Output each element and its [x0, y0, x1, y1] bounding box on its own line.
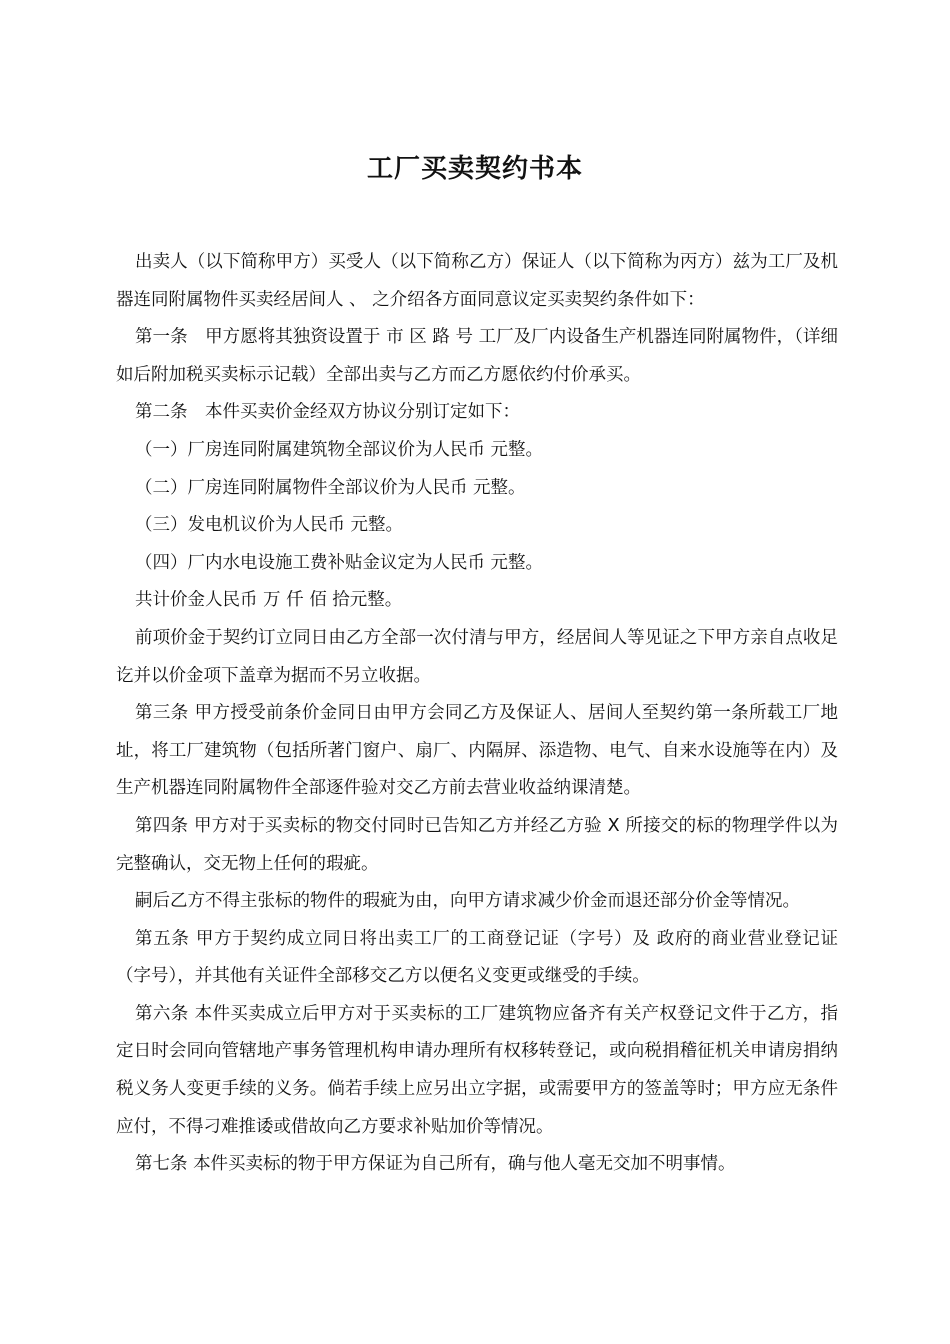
paragraph-payment: 前项价金于契约订立同日由乙方全部一次付清与甲方，经居间人等见证之下甲方亲自点收足讫并以价金项下盖章为据而不另立收据。: [116, 627, 838, 686]
page-title: 工厂买卖契约书本: [366, 154, 583, 185]
paragraph-article-5: 第五条 甲方于契约成立同日将出卖工厂的工商登记证（字号）及 政府的商业营业登记证（字号），并其他有关证件全部移交乙方以便名义变更或继受的手续。: [116, 928, 838, 987]
paragraph-article-1: 第一条 甲方愿将其独资设置于 市 区 路 号 工厂及厂内设备生产机器连同附属物件，（详细如后附加税买卖标示记载）全部出卖与乙方而乙方愿依约付价承买。: [116, 327, 838, 385]
paragraph-article-7: 第七条 本件买卖标的物于甲方保证为自己所有，确与他人毫无交加不明事情。: [135, 1154, 736, 1175]
paragraph-article-4: 第四条 甲方对于买卖标的物交付同时已告知乙方并经乙方验 X 所接交的标的物理学件以为完整确认，交无物上任何的瑕疵。: [116, 815, 838, 874]
paragraph-item-1: （一）厂房连同附属建筑物全部议价为人民币 元整。: [135, 439, 544, 460]
paragraph-total: 共计价金人民币 万 仟 佰 拾元整。: [135, 590, 403, 611]
paragraph-article-2: 第二条 本件买卖价金经双方协议分别订定如下：: [135, 402, 520, 423]
paragraph-article-4-followup: 嗣后乙方不得主张标的物件的瑕疵为由，向甲方请求减少价金而退还部分价金等情况。: [135, 891, 800, 912]
paragraph-item-2: （二）厂房连同附属物件全部议价为人民币 元整。: [135, 477, 526, 498]
paragraph-intro: 出卖人（以下简称甲方）买受人（以下简称乙方）保证人（以下简称为丙方）兹为工厂及机器连同附属物件买卖经居间人 、 之介绍各方面同意议定买卖契约条件如下：: [116, 252, 838, 310]
paragraph-item-4: （四）厂内水电设施工费补贴金议定为人民币 元整。: [135, 552, 544, 573]
document-body: [116, 244, 838, 1184]
paragraph-article-6: 第六条 本件买卖成立后甲方对于买卖标的工厂建筑物应备齐有关产权登记文件于乙方，指定日时会同向管辖地产事务管理机构申请办理所有权移转登记，或向税捐稽征机关申请房捐纳税义务人变更手续的义务。倘若手续上应另出立字据，或需要甲方的签盖等时；甲方应无条件应付，不得刁难推诿或借故向乙方要求补贴加价等情况。: [116, 1003, 838, 1137]
paragraph-item-3: （三）发电机议价为人民币 元整。: [135, 515, 404, 536]
paragraph-article-3: 第三条 甲方授受前条价金同日由甲方会同乙方及保证人、居间人至契约第一条所载工厂地址，将工厂建筑物（包括所著门窗户、扇厂、内隔屏、添造物、电气、自来水设施等在内）及生产机器连同附属物件全部逐件验对交乙方前去营业收益纳课清楚。: [116, 703, 838, 799]
